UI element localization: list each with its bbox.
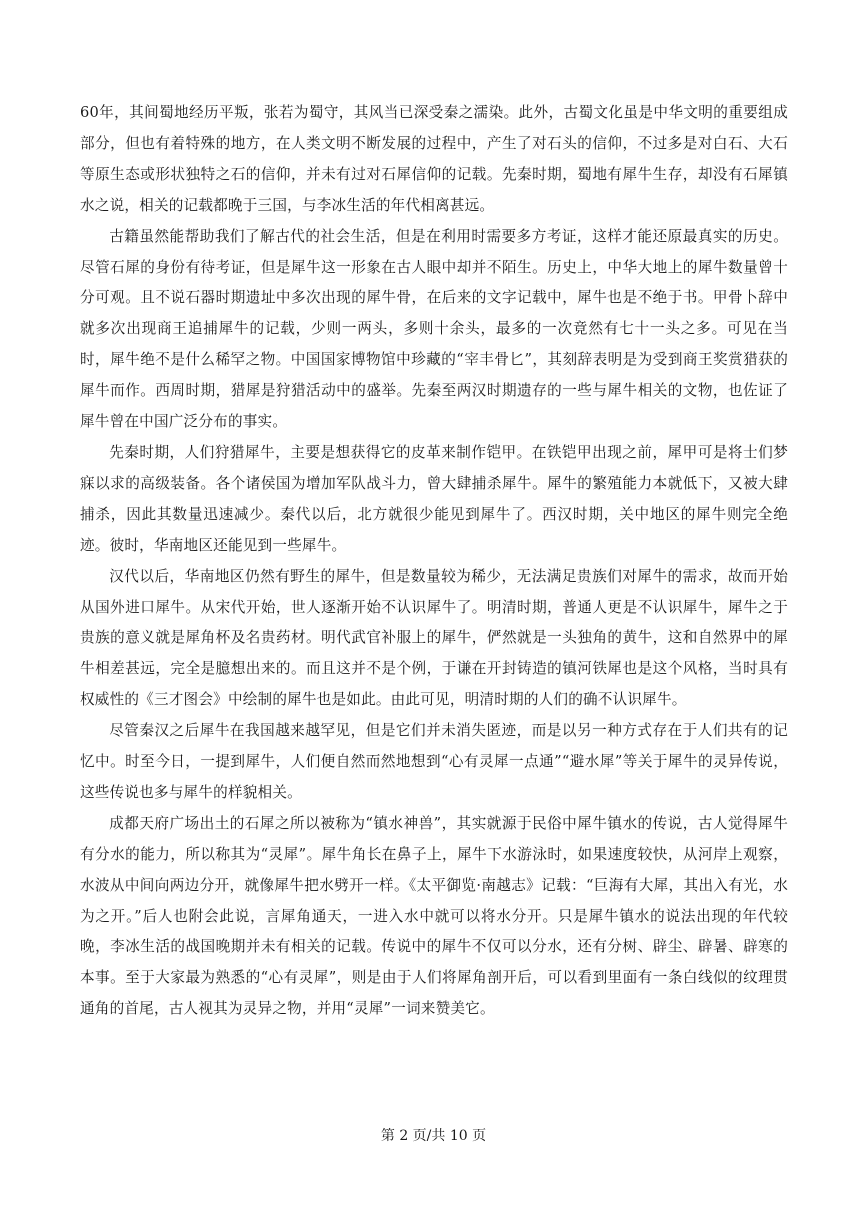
paragraph-collective-memory: 尽管秦汉之后犀牛在我国越来越罕见，但是它们并未消失匿迹，而是以另一种方式存在于人们共有的记忆中。时至今日，一提到犀牛，人们便自然而然地想到“心有灵犀一点通”“避水犀”等关于犀牛的灵异传说，这些传说也多与犀牛的样貌相关。 <box>80 722 788 801</box>
paragraph-continuation: 60年，其间蜀地经历平叛，张若为蜀守，其风当已深受秦之濡染。此外，古蜀文化虽是中华文明的重要组成部分，但也有着特殊的地方，在人类文明不断发展的过程中，产生了对石头的信仰，不过多是对白石、大石等原生态或形状独特之石的信仰，并未有过对石犀信仰的记载。先秦时期，蜀地有犀牛生存，却没有石犀镇水之说，相关的记载都晚于三国，与李冰生活的年代相离甚远。 <box>80 104 788 214</box>
paragraph-pre-qin-hunting: 先秦时期，人们狩猎犀牛，主要是想获得它的皮革来制作铠甲。在铁铠甲出现之前，犀甲可是将士们梦寐以求的高级装备。各个诸侯国为增加军队战斗力，曾大肆捕杀犀牛。犀牛的繁殖能力本就低下，又被大肆捕杀，因此其数量迅速减少。秦代以后，北方就很少能见到犀牛了。西汉时期，关中地区的犀牛则完全绝迹。彼时，华南地区还能见到一些犀牛。 <box>80 443 788 554</box>
paragraph-ancient-texts: 古籍虽然能帮助我们了解古代的社会生活，但是在利用时需要多方考证，这样才能还原最真实的历史。尽管石犀的身份有待考证，但是犀牛这一形象在古人眼中却并不陌生。历史上，中华大地上的犀牛数量曾十分可观。且不说石器时期遗址中多次出现的犀牛骨，在后来的文字记载中，犀牛也是不绝于书。甲骨卜辞中就多次出现商王追捕犀牛的记载，少则一两头，多则十余头，最多的一次竟然有七十一头之多。可见在当时，犀牛绝不是什么稀罕之物。中国国家博物馆中珍藏的“宰丰骨匕”，其刻辞表明是为受到商王奖赏猎获的犀牛而作。西周时期，猎犀是狩猎活动中的盛举。先秦至两汉时期遗存的一些与犀牛相关的文物，也佐证了犀牛曾在中国广泛分布的事实。 <box>80 227 788 431</box>
document-body <box>80 98 788 1025</box>
paragraph-water-taming-legend: 成都天府广场出土的石犀之所以被称为“镇水神兽”，其实就源于民俗中犀牛镇水的传说，古人觉得犀牛有分水的能力，所以称其为“灵犀”。犀牛角长在鼻子上，犀牛下水游泳时，如果速度较快，从河岸上观察，水波从中间向两边分开，就像犀牛把水劈开一样。《太平御览·南越志》记载：“巨海有大犀，其出入有光，水为之开。”后人也附会此说，言犀角通天，一进入水中就可以将水分开。只是犀牛镇水的说法出现的年代较晚，李冰生活的战国晚期并未有相关的记载。传说中的犀牛不仅可以分水，还有分树、辟尘、辟暑、辟寒的本事。至于大家最为熟悉的“心有灵犀”，则是由于人们将犀角剖开后，可以看到里面有一条白线似的纹理贯通角的首尾，古人视其为灵异之物，并用“灵犀”一词来赞美它。 <box>80 814 788 1018</box>
page-number: 第 2 页/共 10 页 <box>380 1128 487 1144</box>
paragraph-han-dynasty: 汉代以后，华南地区仍然有野生的犀牛，但是数量较为稀少，无法满足贵族们对犀牛的需求，故而开始从国外进口犀牛。从宋代开始，世人逐渐开始不认识犀牛了。明清时期，普通人更是不认识犀牛，犀牛之于贵族的意义就是犀角杯及名贵药材。明代武官补服上的犀牛，俨然就是一头独角的黄牛，这和自然界中的犀牛相差甚远，完全是臆想出来的。而且这并不是个例，于谦在开封铸造的镇河铁犀也是这个风格，当时具有权威性的《三才图会》中绘制的犀牛也是如此。由此可见，明清时期的人们的确不认识犀牛。 <box>80 567 788 709</box>
